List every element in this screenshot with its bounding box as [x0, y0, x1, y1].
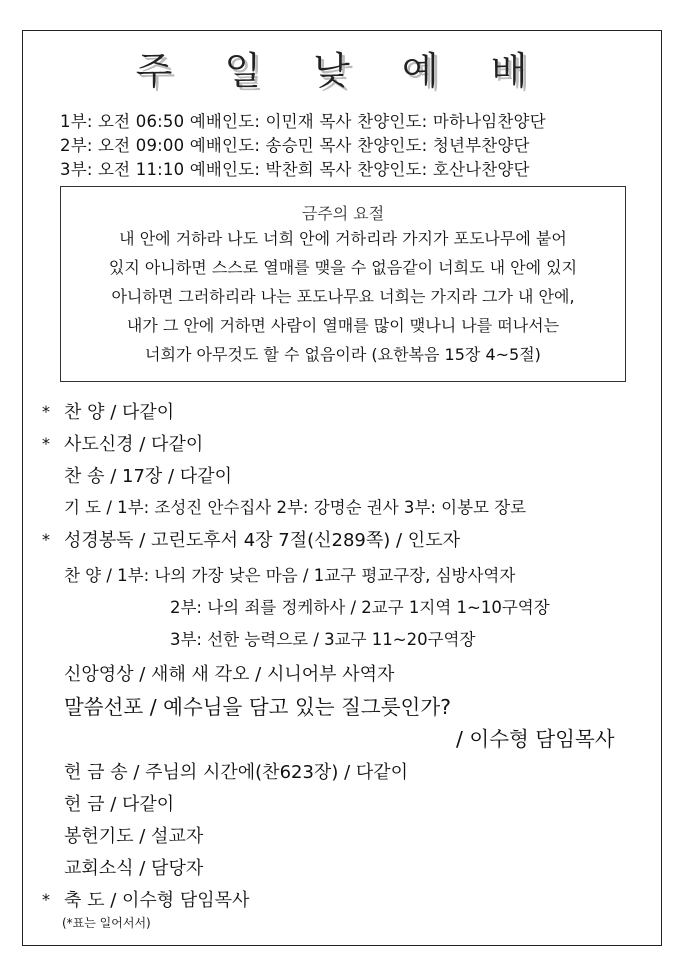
- order-item-offering: 헌 금 / 다같이: [64, 794, 175, 815]
- verse-line: 있지 아니하면 스스로 열매를 맺을 수 없음같이 너희도 내 안에 있지: [108, 258, 578, 277]
- verse-line: 내 안에 거하라 나도 너희 안에 거하리라 가지가 포도나무에 붙어: [119, 229, 567, 248]
- standing-marker: *: [42, 434, 50, 453]
- order-item-scripture: 성경봉독 / 고린도후서 4장 7절(신289쪽) / 인도자: [64, 530, 460, 551]
- footnote: (*표는 일어서서): [62, 916, 151, 930]
- verse-box: [60, 186, 626, 382]
- order-item-prayer: 기 도 / 1부: 조성진 안수집사 2부: 강명순 권사 3부: 이봉모 장로: [64, 498, 527, 517]
- order-item-video: 신앙영상 / 새해 새 각오 / 시니어부 사역자: [64, 664, 395, 685]
- order-item-sermon-preacher: / 이수형 담임목사: [456, 727, 615, 751]
- verse-title: 금주의 요절: [301, 204, 385, 223]
- order-item-benediction: 축 도 / 이수형 담임목사: [64, 890, 250, 911]
- standing-marker: *: [42, 530, 50, 549]
- standing-marker: *: [42, 402, 50, 421]
- order-item-special-praise-3: 3부: 선한 능력으로 / 3교구 11~20구역장: [170, 630, 476, 649]
- order-item-hymn: 찬 송 / 17장 / 다같이: [64, 466, 232, 487]
- schedule-line-3: 3부: 오전 11:10 예배인도: 박찬희 목사 찬양인도: 호산나찬양단: [60, 160, 530, 179]
- verse-line: 내가 그 안에 거하면 사람이 열매를 많이 맺나니 나를 떠나서는: [126, 316, 560, 335]
- verse-line: 너희가 아무것도 할 수 없음이라 (요한복음 15장 4~5절): [145, 345, 541, 364]
- page-title: 주 일 낮 예 배: [135, 49, 548, 93]
- order-item-creed: 사도신경 / 다같이: [64, 434, 204, 455]
- standing-marker: *: [42, 890, 50, 909]
- order-item-offering-prayer: 봉헌기도 / 설교자: [64, 826, 204, 847]
- order-item-sermon: 말씀선포 / 예수님을 담고 있는 질그릇인가?: [64, 695, 452, 719]
- order-item-news: 교회소식 / 담당자: [64, 858, 204, 879]
- order-item-special-praise: 찬 양 / 1부: 나의 가장 낮은 마음 / 1교구 평교구장, 심방사역자: [64, 566, 516, 585]
- schedule-line-2: 2부: 오전 09:00 예배인도: 송승민 목사 찬양인도: 청년부찬양단: [60, 136, 530, 155]
- order-item-special-praise-2: 2부: 나의 죄를 정케하사 / 2교구 1지역 1~10구역장: [170, 598, 550, 617]
- schedule-line-1: 1부: 오전 06:50 예배인도: 이민재 목사 찬양인도: 마하나임찬양단: [60, 112, 546, 131]
- order-item-offering-hymn: 헌 금 송 / 주님의 시간에(찬623장) / 다같이: [64, 762, 409, 783]
- verse-line: 아니하면 그러하리라 나는 포도나무요 너희는 가지라 그가 내 안에,: [111, 287, 575, 306]
- order-item-praise: 찬 양 / 다같이: [64, 402, 175, 423]
